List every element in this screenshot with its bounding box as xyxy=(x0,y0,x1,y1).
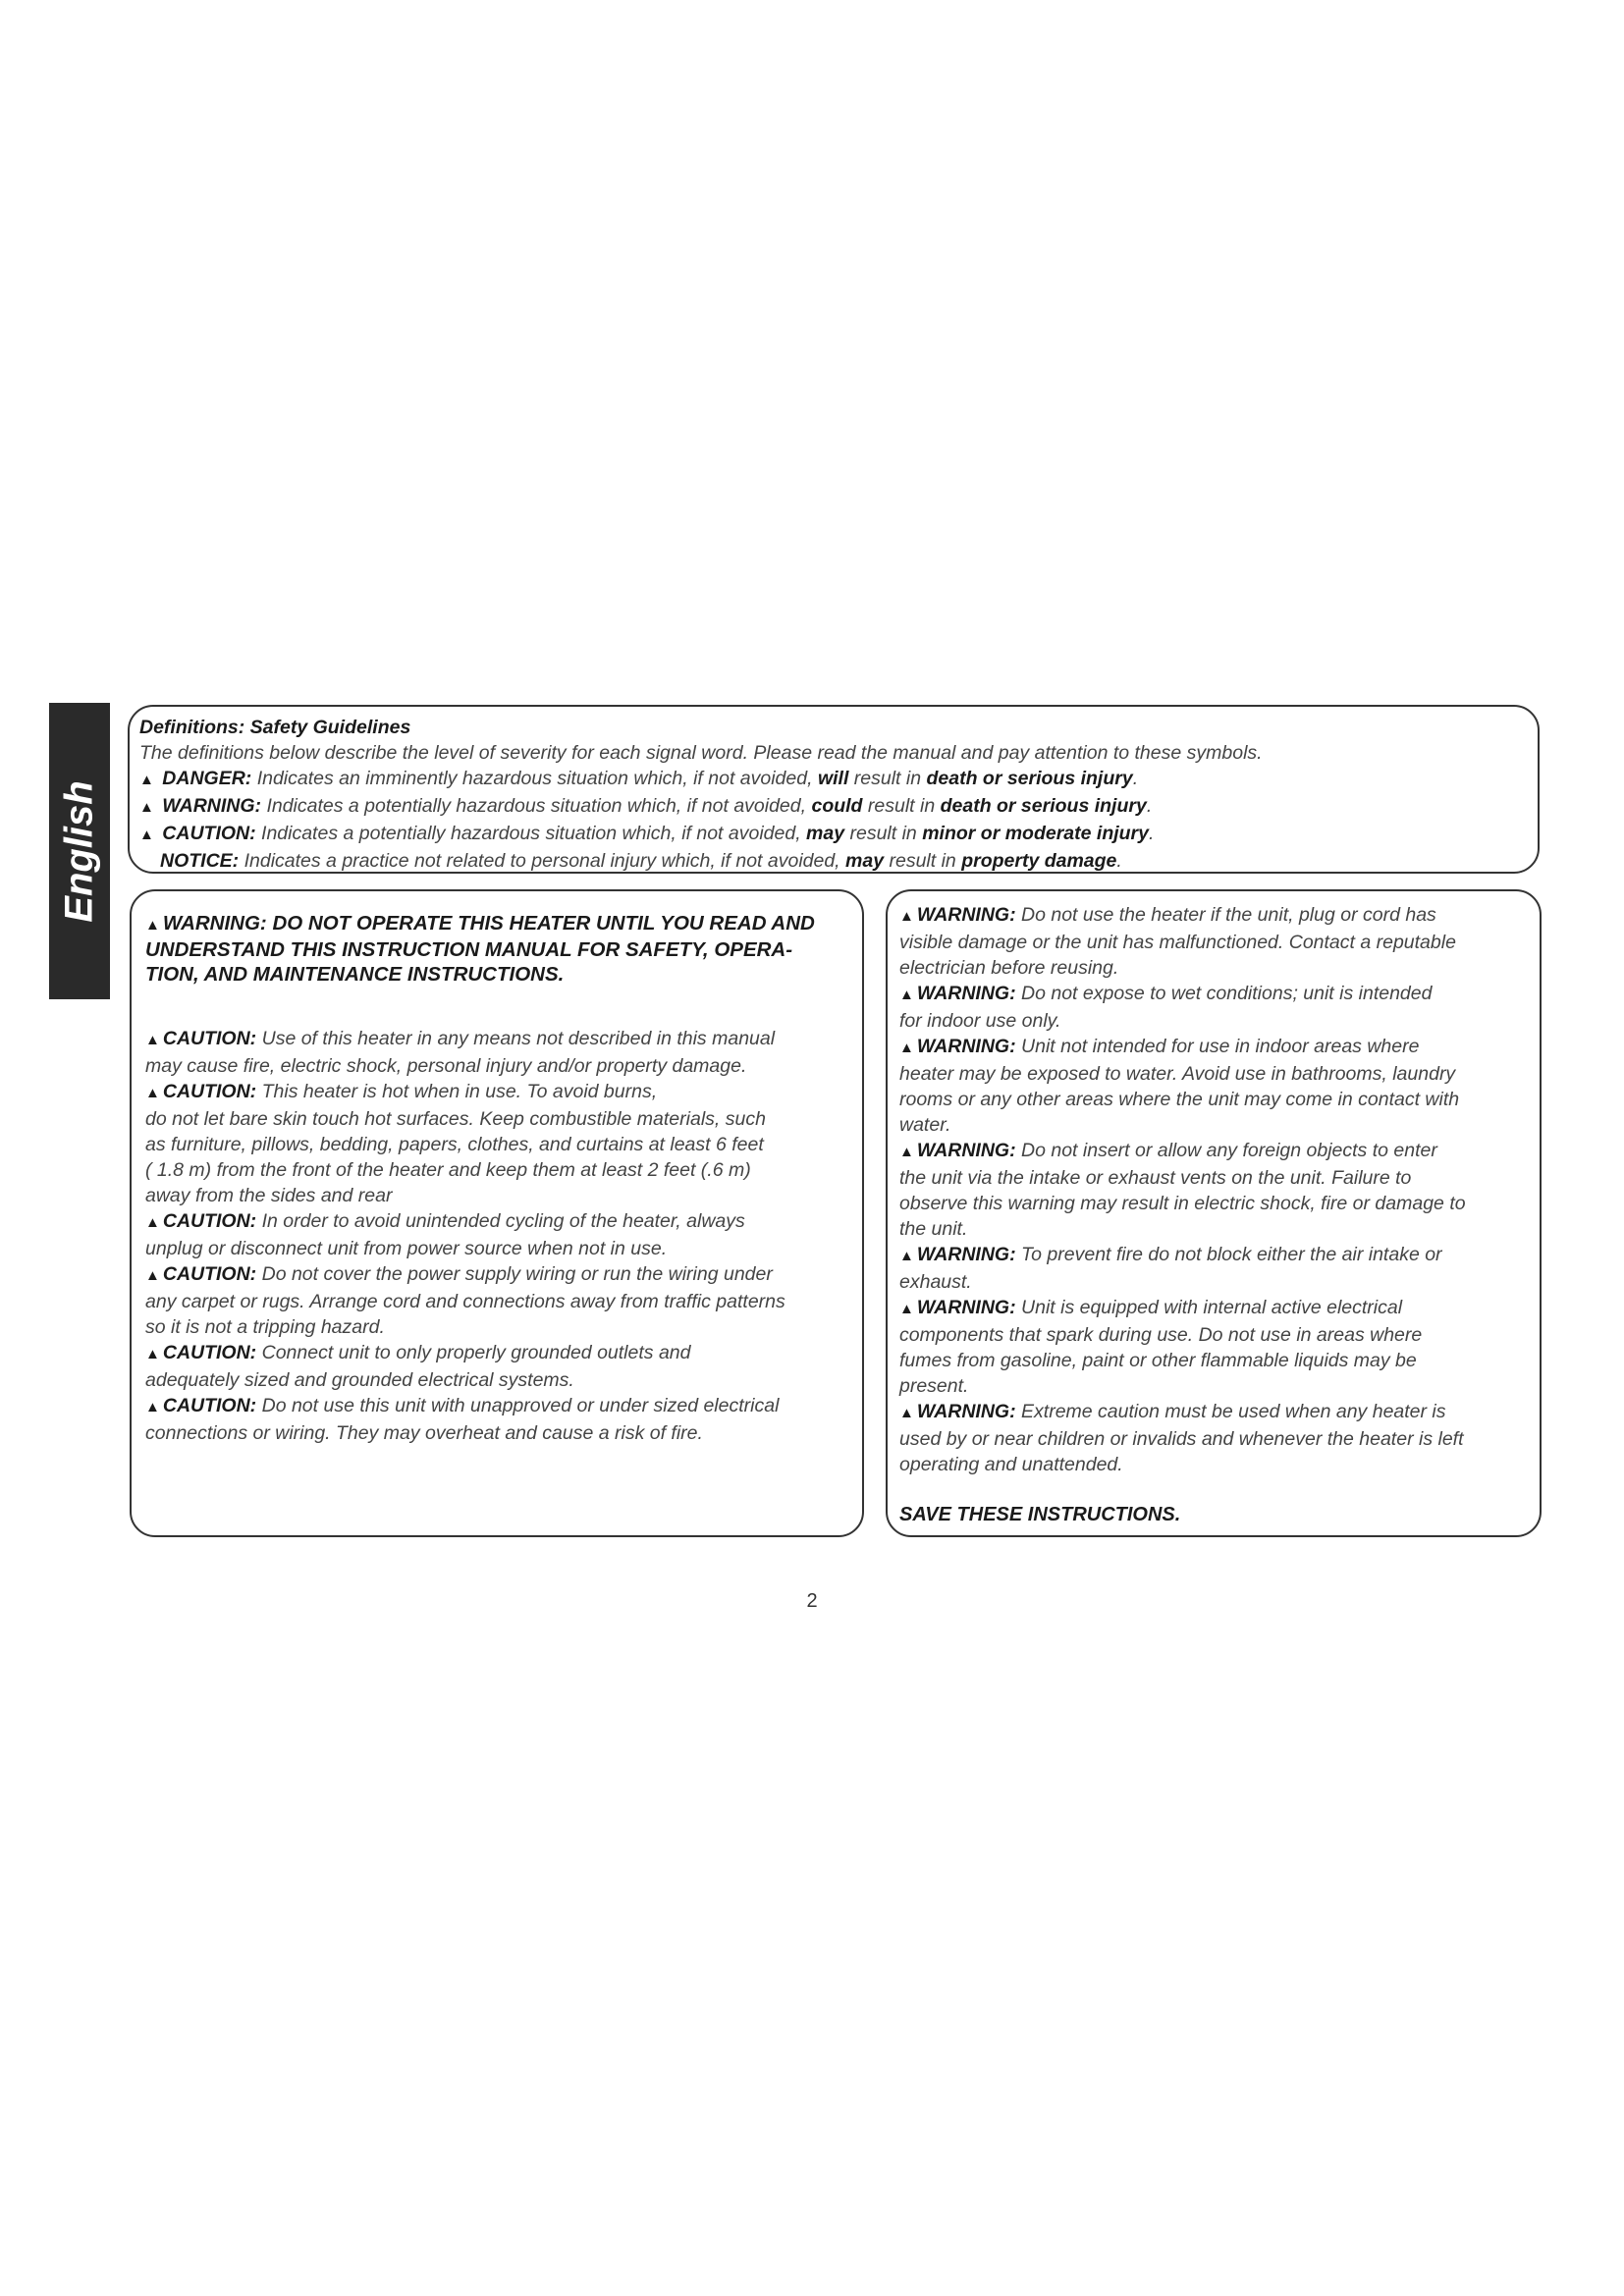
left-warnings-box xyxy=(130,889,864,1537)
save-instructions: SAVE THESE INSTRUCTIONS. xyxy=(899,1504,1181,1525)
warning-item: ▲ WARNING: Extreme caution must be used when any heater is used by or near children or invalids and whenever the heater is left operating and unattended. xyxy=(899,1401,1464,1475)
caution-item: ▲ CAUTION: Use of this heater in any means not described in this manual may cause fire, electric shock, personal injury and/or property damage. xyxy=(145,1028,776,1077)
warning-item: ▲ WARNING: Unit is equipped with internal active electrical components that spark during use. Do not use in areas where fumes from gasoline, paint or other flammable liquids may be present. xyxy=(899,1297,1423,1397)
warning-triangle-icon: ▲ xyxy=(145,1085,160,1101)
warning-triangle-icon: ▲ xyxy=(145,917,160,934)
definition-caution: ▲ CAUTION: Indicates a potentially hazardous situation which, if not avoided, may result in minor or moderate injury. xyxy=(139,821,1528,848)
warning-triangle-icon: ▲ xyxy=(139,827,154,843)
definitions-title: Definitions: Safety Guidelines xyxy=(139,717,411,738)
warning-triangle-icon: ▲ xyxy=(899,1248,914,1264)
warning-triangle-icon: ▲ xyxy=(145,1399,160,1415)
warning-triangle-icon: ▲ xyxy=(145,1214,160,1231)
warning-item: ▲ WARNING: Do not insert or allow any foreign objects to enter the unit via the intake or exhaust vents on the unit. Failure to observe this warning may result in electric shock, fire or damage to the unit. xyxy=(899,1140,1466,1240)
warning-triangle-icon: ▲ xyxy=(145,1267,160,1284)
warning-triangle-icon: ▲ xyxy=(899,1405,914,1421)
caution-item: ▲ CAUTION: Do not cover the power supply wiring or run the wiring under any carpet or rugs. Arrange cord and connections away from traffic patterns so it is not a tripping hazard. xyxy=(145,1263,785,1338)
definition-warning: ▲ WARNING: Indicates a potentially hazardous situation which, if not avoided, could result in death or serious injury. xyxy=(139,793,1528,821)
caution-item: ▲ CAUTION: In order to avoid unintended cycling of the heater, always unplug or disconnect unit from power source when not in use. xyxy=(145,1210,745,1259)
warning-item: ▲ WARNING: Do not use the heater if the unit, plug or cord has visible damage or the unit has malfunctioned. Contact a reputable electrician before reusing. xyxy=(899,904,1456,979)
warning-triangle-icon: ▲ xyxy=(899,1144,914,1160)
warning-triangle-icon: ▲ xyxy=(139,799,154,816)
definition-danger: ▲ DANGER: Indicates an imminently hazardous situation which, if not avoided, will result in death or serious injury. xyxy=(139,766,1528,793)
caution-item: ▲ CAUTION: This heater is hot when in use. To avoid burns, do not let bare skin touch hot surfaces. Keep combustible materials, such as furniture, pillows, bedding, papers, clothes, and curtains at least 6 feet ( 1.8 m) from the front of the heater and keep them at least 2 feet (.6 m) away from the sides and rear xyxy=(145,1081,766,1206)
caution-item: ▲ CAUTION: Connect unit to only properly grounded outlets and adequately sized and grounded electrical systems. xyxy=(145,1342,691,1391)
definitions-intro: The definitions below describe the level of severity for each signal word. Please read the manual and pay attention to these symbols. xyxy=(139,742,1263,764)
warning-triangle-icon: ▲ xyxy=(139,772,154,788)
definition-notice: NOTICE: Indicates a practice not related to personal injury which, if not avoided, may result in property damage. xyxy=(160,850,1122,872)
warning-triangle-icon: ▲ xyxy=(899,1301,914,1317)
warning-item: ▲ WARNING: Unit not intended for use in indoor areas where heater may be exposed to water. Avoid use in bathrooms, laundry rooms or any other areas where the unit may come in contact with water. xyxy=(899,1036,1460,1136)
definitions-box xyxy=(128,705,1540,874)
right-warnings-box xyxy=(886,889,1542,1537)
warning-triangle-icon: ▲ xyxy=(145,1032,160,1048)
warning-triangle-icon: ▲ xyxy=(899,987,914,1003)
page-number: 2 xyxy=(806,1590,818,1612)
warning-triangle-icon: ▲ xyxy=(899,1040,914,1056)
warning-triangle-icon: ▲ xyxy=(145,1346,160,1362)
caution-item: ▲ CAUTION: Do not use this unit with unapproved or under sized electrical connections or wiring. They may overheat and cause a risk of fire. xyxy=(145,1395,780,1444)
main-warning: ▲ WARNING: DO NOT OPERATE THIS HEATER UNTIL YOU READ AND UNDERSTAND THIS INSTRUCTION MANUAL FOR SAFETY, OPERA- TION, AND MAINTENANCE INSTRUCTIONS. xyxy=(145,912,815,986)
language-side-tab xyxy=(49,703,110,999)
warning-item: ▲ WARNING: To prevent fire do not block either the air intake or exhaust. xyxy=(899,1244,1442,1293)
warning-triangle-icon: ▲ xyxy=(899,908,914,925)
language-label: English xyxy=(57,779,101,923)
warning-item: ▲ WARNING: Do not expose to wet conditions; unit is intended for indoor use only. xyxy=(899,983,1433,1032)
